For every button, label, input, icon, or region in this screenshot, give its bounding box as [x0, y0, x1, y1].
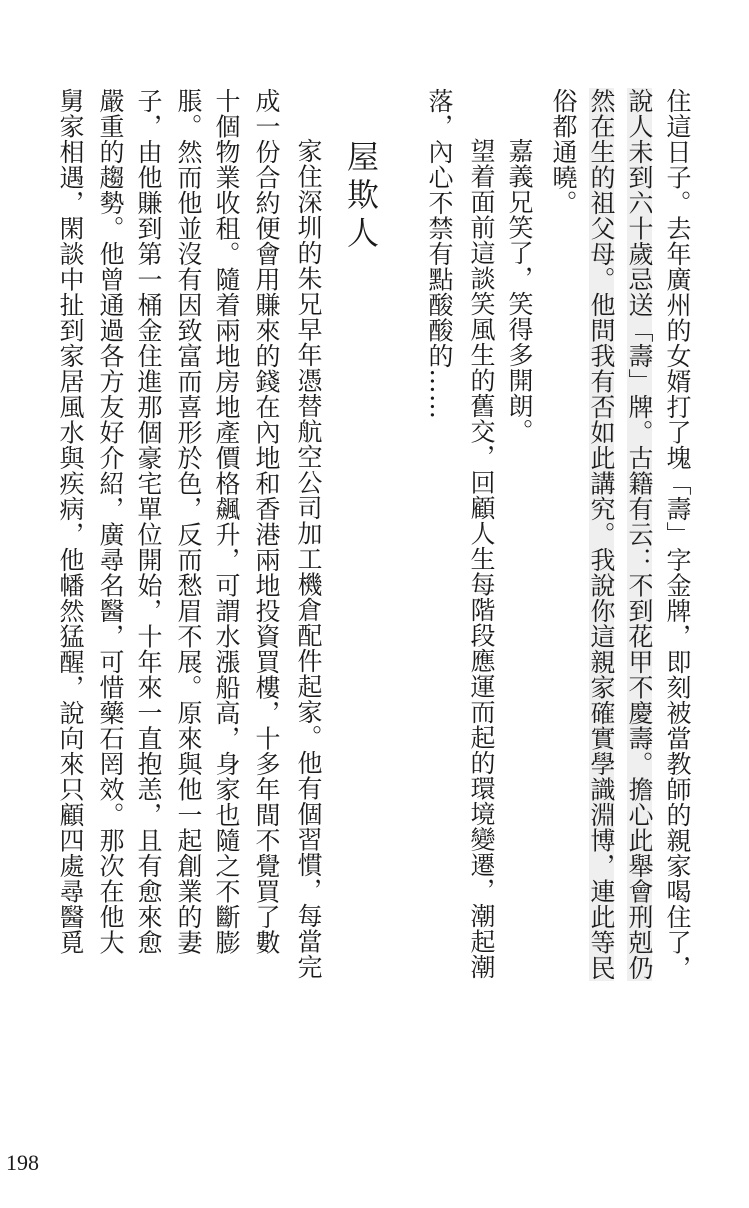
page-number: 198 [6, 1150, 39, 1175]
text-column-4: 俗都通曉。 [549, 88, 578, 216]
text-column-1: 住這日子。去年廣州的女婿打了塊「壽」字金牌，即刻被當教師的親家喝住了， [663, 88, 692, 981]
text-column-7: 落，內心不禁有點酸酸的…… [425, 88, 454, 420]
text-column-6: 望着面前這談笑風生的舊交，回顧人生每階段應運而起的環境變遷，潮起潮 [467, 138, 496, 980]
text-column-3: 然在生的祖父母。他問我有否如此講究。我說你這親家確實學識淵博，連此等民 [587, 88, 616, 981]
text-column-5: 嘉義兄笑了，笑得多開朗。 [505, 138, 534, 444]
text-column-14: 舅家相遇，閑談中扯到家居風水與疾病，他幡然猛醒，說向來只顧四處尋醫覓 [56, 88, 85, 955]
text-column-9: 成一份合約便會用賺來的錢在內地和香港兩地投資買樓，十多年間不覺買了數 [252, 88, 281, 955]
text-column-10: 十個物業收租。隨着兩地房地產價格飆升，可謂水漲船高，身家也隨之不斷膨 [212, 88, 241, 955]
text-column-12: 子，由他賺到第一桶金住進那個豪宅單位開始，十年來一直抱恙，且有愈來愈 [134, 88, 163, 955]
section-title: 屋欺人 [342, 140, 380, 254]
text-column-2: 說人未到六十歲忌送「壽」牌。古籍有云：不到花甲不慶壽。擔心此舉會刑剋仍 [625, 88, 654, 981]
text-column-13: 嚴重的趨勢。他曾通過各方友好介紹，廣尋名醫，可惜藥石罔效。那次在他大 [96, 88, 125, 955]
text-column-8: 家住深圳的朱兄早年憑替航空公司加工機倉配件起家。他有個習慣，每當完 [294, 138, 323, 980]
text-column-11: 脹。然而他並沒有因致富而喜形於色，反而愁眉不展。原來與他一起創業的妻 [174, 88, 203, 955]
